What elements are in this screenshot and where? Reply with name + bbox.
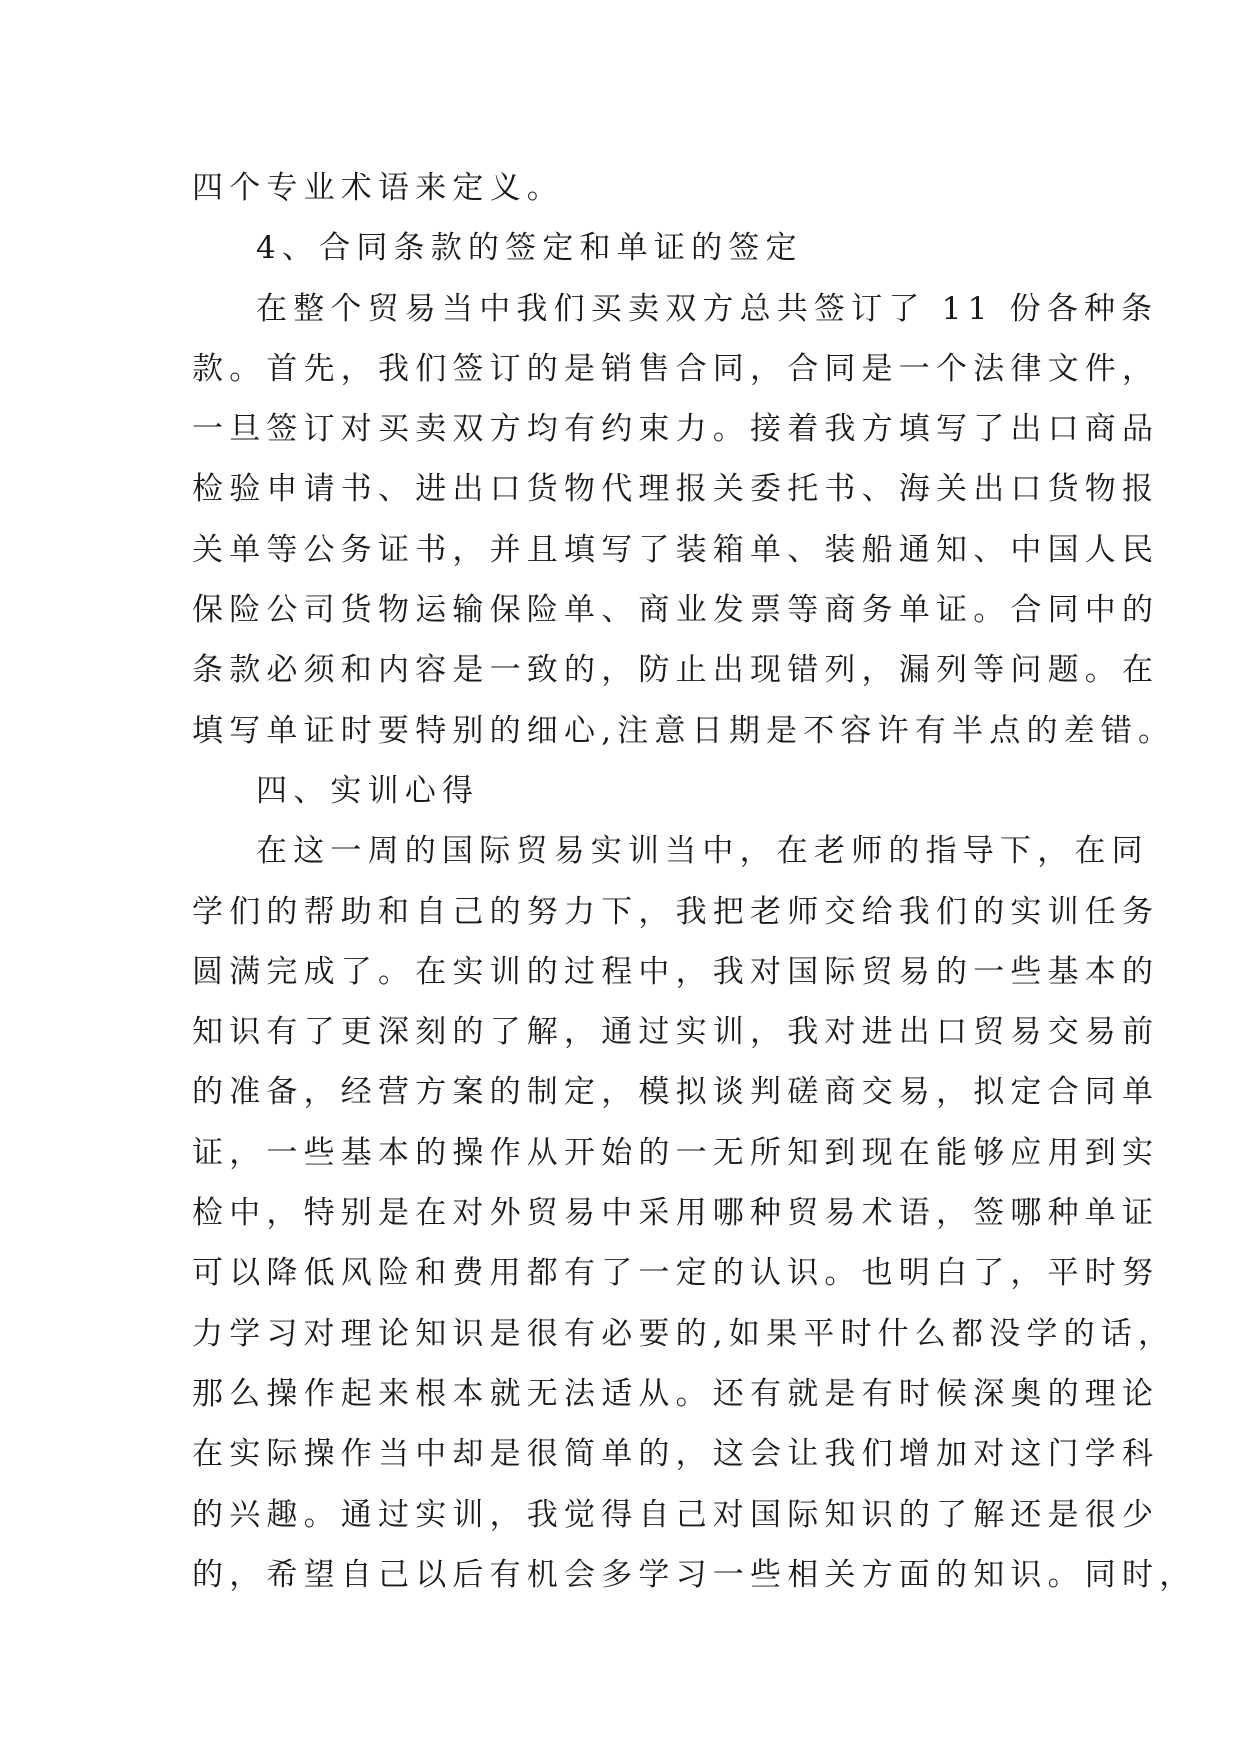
text-line: 那么操作起来根本就无法适从。还有就是有时候深奥的理论 — [192, 1375, 1160, 1412]
text-line: 可以降低风险和费用都有了一定的认识。也明白了，平时努 — [192, 1255, 1160, 1292]
text-line: 在这一周的国际贸易实训当中，在老师的指导下，在同 — [256, 833, 1149, 870]
text-line: 条款必须和内容是一致的，防止出现错列，漏列等问题。在 — [192, 652, 1160, 689]
text-line: 检中，特别是在对外贸易中采用哪种贸易术语，签哪种单证 — [192, 1195, 1160, 1232]
text-line: 在实际操作当中却是很简单的，这会让我们增加对这门学科 — [192, 1436, 1160, 1473]
text-line: 四个专业术语来定义。 — [192, 170, 564, 206]
text-line: 知识有了更深刻的了解，通过实训，我对进出口贸易交易前 — [192, 1014, 1160, 1051]
text-line: 学们的帮助和自己的努力下，我把老师交给我们的实训任务 — [192, 893, 1160, 930]
text-line: 关单等公务证书，并且填写了装箱单、装船通知、中国人民 — [192, 531, 1160, 568]
text-line: 四、实训心得 — [256, 772, 480, 809]
text-line: 一旦签订对买卖双方均有约束力。接着我方填写了出口商品 — [192, 411, 1160, 448]
text-line: 保险公司货物运输保险单、商业发票等商务单证。合同中的 — [192, 592, 1160, 629]
text-line: 在整个贸易当中我们买卖双方总共签订了 11 份各种条 — [256, 290, 1159, 327]
text-line: 4、合同条款的签定和单证的签定 — [256, 230, 803, 267]
text-line: 的兴趣。通过实训，我觉得自己对国际知识的了解还是很少 — [192, 1496, 1160, 1533]
text-line: 圆满完成了。在实训的过程中，我对国际贸易的一些基本的 — [192, 953, 1160, 990]
text-line: 力学习对理论知识是很有必要的,如果平时什么都没学的话， — [192, 1315, 1176, 1352]
text-line: 检验申请书、进出口货物代理报关委托书、海关出口货物报 — [192, 471, 1160, 508]
text-line: 的，希望自己以后有机会多学习一些相关方面的知识。同时， — [192, 1556, 1197, 1593]
text-line: 填写单证时要特别的细心,注意日期是不容许有半点的差错。 — [192, 712, 1176, 749]
text-line: 的准备，经营方案的制定，模拟谈判磋商交易，拟定合同单 — [192, 1074, 1160, 1111]
text-line: 款。首先，我们签订的是销售合同，合同是一个法律文件， — [192, 350, 1160, 387]
text-line: 证，一些基本的操作从开始的一无所知到现在能够应用到实 — [192, 1134, 1160, 1171]
document-body — [192, 158, 1197, 1605]
